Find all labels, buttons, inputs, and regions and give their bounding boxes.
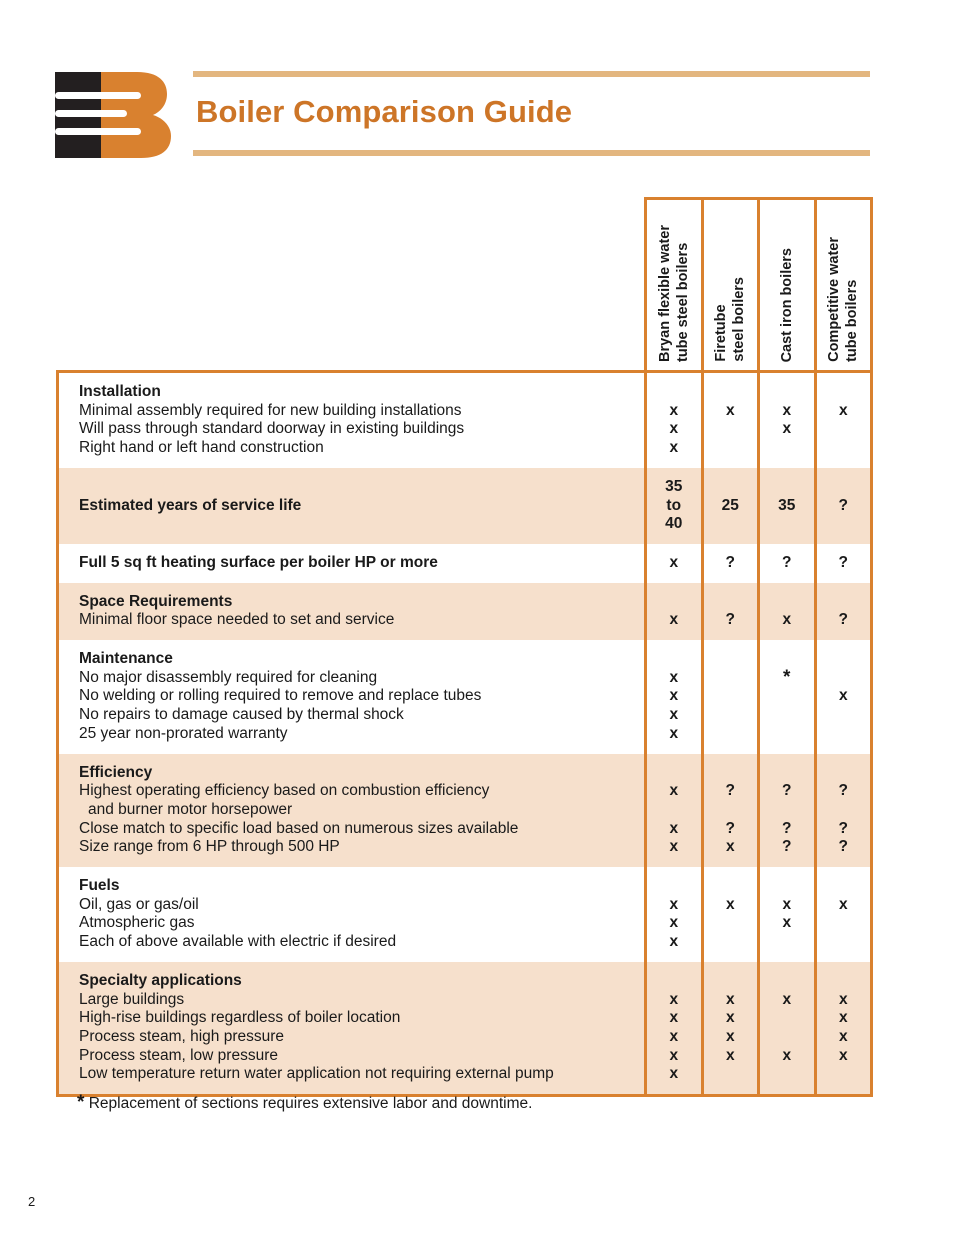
- cell-mark: x: [669, 782, 679, 800]
- cell-mark: [760, 1009, 814, 1028]
- cell-mark: [817, 439, 871, 458]
- row-line: Minimal assembly required for new building installations: [79, 401, 462, 419]
- cell-mark: x: [669, 1065, 679, 1083]
- cell-mark: ?: [782, 782, 792, 800]
- row-line: Low temperature return water application not requiring external pump: [79, 1065, 554, 1083]
- row-label: [58, 468, 646, 544]
- table-cell: [646, 468, 703, 544]
- row-label: [58, 372, 646, 468]
- cell-mark: x: [669, 838, 679, 856]
- cell-mark: x: [782, 914, 792, 932]
- cell-mark: [760, 725, 814, 744]
- table-cell: [759, 640, 816, 754]
- row-line: No major disassembly required for cleaning: [79, 668, 378, 686]
- cell-mark: [760, 801, 814, 820]
- cell-mark: x: [669, 895, 679, 913]
- table-row: [58, 962, 872, 1096]
- table-cell: [646, 544, 703, 583]
- cell-mark: [817, 801, 871, 820]
- cell-mark: [817, 1065, 871, 1084]
- cell-mark: x: [669, 990, 679, 1008]
- cell-mark: x: [782, 1046, 792, 1064]
- row-line: Highest operating efficiency based on combustion efficiency: [79, 782, 490, 800]
- table-cell: [759, 544, 816, 583]
- cell-mark: x: [669, 553, 679, 571]
- cell-mark: x: [669, 1046, 679, 1064]
- cell-mark: [704, 725, 758, 744]
- table-row: [58, 640, 872, 754]
- cell-mark: x: [725, 838, 735, 856]
- cell-mark: ?: [838, 553, 848, 571]
- cell-mark: x: [669, 724, 679, 742]
- row-line: No welding or rolling required to remove and replace tubes: [79, 687, 482, 705]
- row-line: Each of above available with electric if desired: [79, 933, 397, 951]
- cell-mark: x: [669, 668, 679, 686]
- table-cell: [815, 754, 872, 868]
- table-row: [58, 372, 872, 468]
- cell-mark: [704, 801, 758, 820]
- cell-mark: x: [838, 1009, 848, 1027]
- cell-mark: [760, 1065, 814, 1084]
- cell-mark: ?: [725, 553, 735, 571]
- row-line: Process steam, high pressure: [79, 1027, 285, 1045]
- row-heading: Fuels: [79, 877, 120, 895]
- table-cell: [759, 583, 816, 640]
- cell-mark: ?: [782, 819, 792, 837]
- table-cell: [815, 867, 872, 962]
- cell-mark: x: [782, 990, 792, 1008]
- header-rule-top: [193, 71, 870, 77]
- cell-mark: [817, 933, 871, 952]
- footnote: [77, 1092, 532, 1114]
- table-cell: [702, 962, 759, 1096]
- row-heading: Full 5 sq ft heating surface per boiler HP or more: [79, 553, 438, 571]
- table-cell: [759, 867, 816, 962]
- cell-mark: x: [838, 990, 848, 1008]
- cell-mark: 35: [665, 477, 683, 495]
- page-title: Boiler Comparison Guide: [196, 94, 573, 129]
- cell-mark: ?: [838, 496, 848, 514]
- row-heading: Efficiency: [79, 763, 153, 781]
- table-cell: [815, 583, 872, 640]
- cell-mark: ?: [725, 611, 735, 629]
- cell-mark: x: [725, 1009, 735, 1027]
- row-line: Atmospheric gas: [79, 914, 195, 932]
- cell-mark: x: [838, 1046, 848, 1064]
- cell-mark: [704, 933, 758, 952]
- cell-mark: [817, 914, 871, 933]
- cell-mark: x: [725, 401, 735, 419]
- row-label: [58, 583, 646, 640]
- table-cell: [759, 468, 816, 544]
- table-cell: [702, 468, 759, 544]
- header-spacer: [58, 199, 646, 372]
- cell-mark: ?: [838, 838, 848, 856]
- cell-mark: [647, 801, 701, 820]
- column-header: Bryan flexible water tube steel boilers: [646, 199, 703, 372]
- cell-mark: [817, 725, 871, 744]
- cell-mark: 25: [721, 496, 739, 514]
- cell-mark: [817, 669, 871, 688]
- row-line: Process steam, low pressure: [79, 1046, 278, 1064]
- cell-mark: [704, 914, 758, 933]
- table-cell: [759, 372, 816, 468]
- cell-mark: ?: [725, 819, 735, 837]
- cell-mark: [760, 933, 814, 952]
- row-label: [58, 544, 646, 583]
- table-cell: [646, 867, 703, 962]
- row-line: Close match to specific load based on numerous sizes available: [79, 819, 519, 837]
- column-header-row: [58, 199, 872, 372]
- row-label: [58, 754, 646, 868]
- row-line: High-rise buildings regardless of boiler location: [79, 1009, 401, 1027]
- cell-mark: x: [669, 420, 679, 438]
- table-cell: [646, 583, 703, 640]
- table-row: [58, 583, 872, 640]
- page-number: 2: [28, 1194, 36, 1209]
- cell-mark: [760, 706, 814, 725]
- cell-mark: [817, 706, 871, 725]
- table-cell: [646, 962, 703, 1096]
- cell-mark: 35: [778, 496, 796, 514]
- row-line: 25 year non-prorated warranty: [79, 724, 288, 742]
- table-row: [58, 754, 872, 868]
- cell-mark: [760, 687, 814, 706]
- table-cell: [646, 372, 703, 468]
- table-cell: [702, 544, 759, 583]
- table-cell: [702, 754, 759, 868]
- table-cell: [702, 867, 759, 962]
- cell-mark: [704, 439, 758, 458]
- comparison-table: [56, 197, 873, 1097]
- cell-mark: [704, 669, 758, 688]
- table-row: [58, 544, 872, 583]
- cell-mark: x: [669, 611, 679, 629]
- table-cell: [702, 372, 759, 468]
- footnote-symbol: *: [77, 1092, 85, 1113]
- cell-mark: x: [725, 895, 735, 913]
- cell-mark: x: [838, 895, 848, 913]
- row-heading: Maintenance: [79, 650, 173, 668]
- row-line: Will pass through standard doorway in existing buildings: [79, 420, 465, 438]
- cell-mark: *: [783, 666, 791, 688]
- cell-mark: 40: [665, 515, 683, 533]
- cell-mark: x: [669, 687, 679, 705]
- table-cell: [815, 640, 872, 754]
- row-line: Size range from 6 HP through 500 HP: [79, 838, 340, 856]
- cell-mark: x: [669, 819, 679, 837]
- header-rule-bottom: [193, 150, 870, 156]
- table-row: [58, 468, 872, 544]
- table-cell: [815, 468, 872, 544]
- cell-mark: x: [725, 1027, 735, 1045]
- cell-mark: [704, 706, 758, 725]
- table-cell: [646, 754, 703, 868]
- cell-mark: [760, 439, 814, 458]
- row-heading: Estimated years of service life: [79, 496, 302, 514]
- cell-mark: x: [725, 1046, 735, 1064]
- column-header: Competitive water tube boilers: [815, 199, 872, 372]
- table-cell: [815, 544, 872, 583]
- row-line: Large buildings: [79, 990, 185, 1008]
- cell-mark: x: [669, 933, 679, 951]
- cell-mark: ?: [838, 819, 848, 837]
- row-heading: Specialty applications: [79, 971, 242, 989]
- table-cell: [646, 640, 703, 754]
- column-header: Cast iron boilers: [759, 199, 816, 372]
- cell-mark: ?: [725, 782, 735, 800]
- cell-mark: ?: [782, 838, 792, 856]
- cell-mark: [704, 687, 758, 706]
- column-header: Firetube steel boilers: [702, 199, 759, 372]
- cell-mark: x: [782, 420, 792, 438]
- row-line: and burner motor horsepower: [88, 800, 293, 818]
- table-cell: [702, 640, 759, 754]
- row-label: [58, 867, 646, 962]
- cell-mark: x: [669, 914, 679, 932]
- cell-mark: ?: [838, 611, 848, 629]
- table-cell: [759, 754, 816, 868]
- cell-mark: x: [725, 990, 735, 1008]
- cell-mark: x: [669, 706, 679, 724]
- cell-mark: x: [838, 401, 848, 419]
- row-line: No repairs to damage caused by thermal shock: [79, 706, 404, 724]
- table-cell: [759, 962, 816, 1096]
- cell-mark: to: [666, 496, 682, 514]
- cell-mark: [817, 420, 871, 439]
- table-row: [58, 867, 872, 962]
- cell-mark: x: [838, 687, 848, 705]
- bryan-logo: [55, 72, 171, 158]
- row-line: Minimal floor space needed to set and service: [79, 611, 395, 629]
- row-heading: Space Requirements: [79, 592, 233, 610]
- row-line: Right hand or left hand construction: [79, 439, 324, 457]
- cell-mark: x: [838, 1027, 848, 1045]
- row-label: [58, 640, 646, 754]
- cell-mark: [704, 420, 758, 439]
- table-cell: [815, 962, 872, 1096]
- cell-mark: x: [669, 1027, 679, 1045]
- cell-mark: x: [782, 611, 792, 629]
- cell-mark: x: [669, 1009, 679, 1027]
- cell-mark: [760, 1028, 814, 1047]
- cell-mark: ?: [838, 782, 848, 800]
- cell-mark: x: [782, 895, 792, 913]
- cell-mark: [704, 1065, 758, 1084]
- table-cell: [702, 583, 759, 640]
- row-label: [58, 962, 646, 1096]
- row-line: Oil, gas or gas/oil: [79, 895, 199, 913]
- cell-mark: x: [669, 439, 679, 457]
- footnote-text: Replacement of sections requires extensive labor and downtime.: [88, 1095, 533, 1112]
- cell-mark: x: [669, 401, 679, 419]
- cell-mark: ?: [782, 553, 792, 571]
- row-heading: Installation: [79, 383, 161, 400]
- cell-mark: x: [782, 401, 792, 419]
- table-cell: [815, 372, 872, 468]
